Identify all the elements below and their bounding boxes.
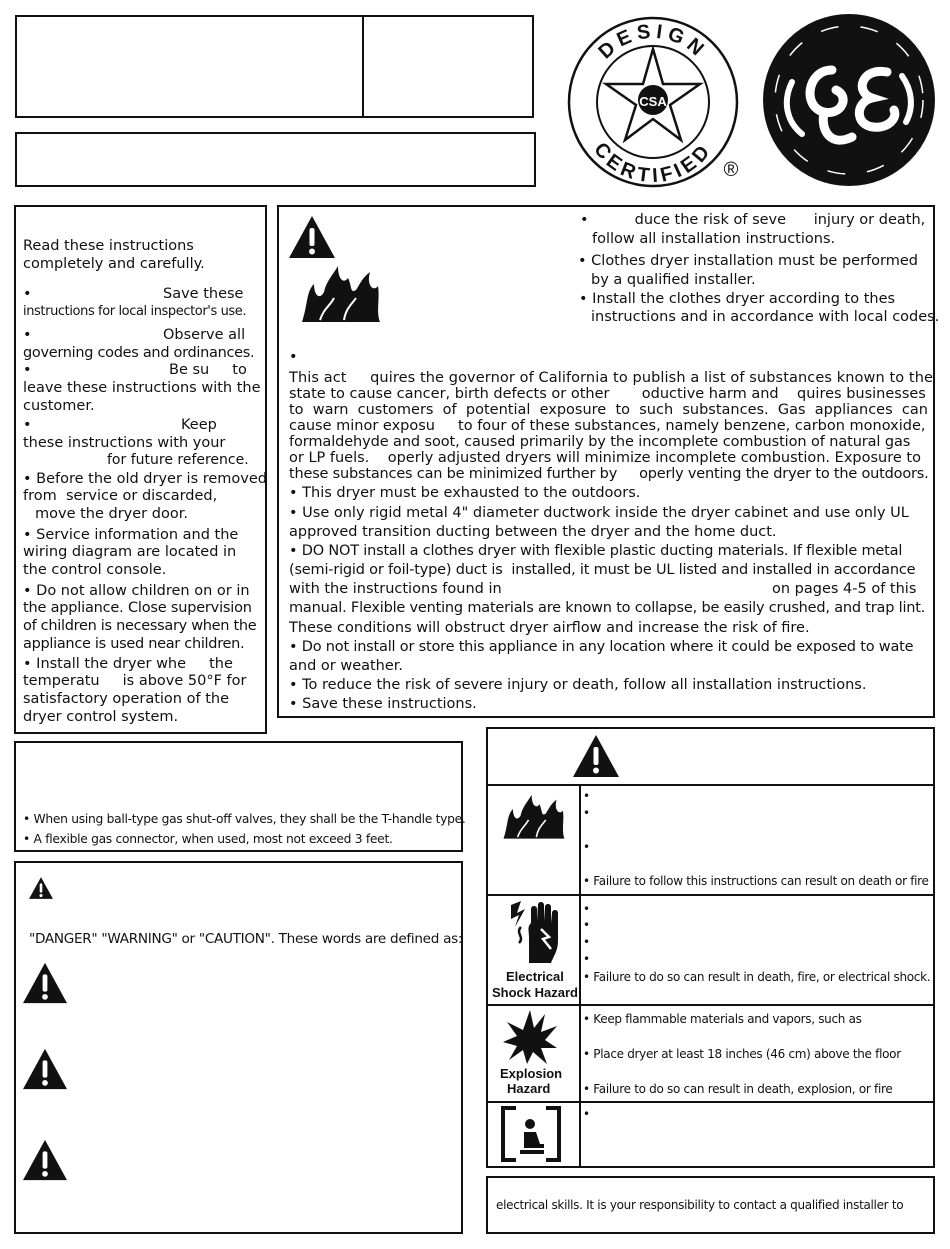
expl-line-1: • Keep flammable materials and vapors, such as xyxy=(583,1012,862,1026)
lifting-person-icon xyxy=(500,1104,562,1164)
elec-bullet-3: • xyxy=(583,935,591,949)
prop65-bullet: • xyxy=(289,349,298,365)
hazard-divider-1 xyxy=(488,784,933,786)
warn-line-5: (semi-rigid or foil-type) duct is installed, it must be UL listed and installed in accordance xyxy=(289,562,916,578)
item-4-bullet: • xyxy=(23,417,32,433)
item-3-bullet: • xyxy=(23,362,32,378)
danger-triangle-icon xyxy=(21,961,69,1005)
expl-line-3: • Failure to do so can result in death, explosion, or fire xyxy=(583,1082,893,1096)
warning-triangle-icon xyxy=(287,214,337,260)
hazard-divider-2 xyxy=(488,894,933,896)
explosion-icon xyxy=(501,1008,559,1066)
elec-failure-text: • Failure to do so can result in death, fire, or electrical shock. xyxy=(583,970,931,984)
fire-failure-text: • Failure to follow this instructions can result on death or fire xyxy=(583,874,929,888)
item-3-line-2: leave these instructions with the xyxy=(23,380,261,396)
hazard-header-triangle-icon xyxy=(571,733,621,779)
warn-line-2: • Use only rigid metal 4" diameter ductwork inside the dryer cabinet and use only UL xyxy=(289,505,909,521)
csa-center-text: CSA xyxy=(639,94,667,109)
explosion-label-2: Hazard xyxy=(507,1081,551,1096)
elec-bullet-1: • xyxy=(583,902,591,916)
item-3-text: Be su to xyxy=(169,362,247,378)
gas-line-1: • When using ball-type gas shut-off valves, they shall be the T-handle type. xyxy=(23,812,466,826)
warn-line-13: • Save these instructions. xyxy=(289,696,477,712)
item-5-line-3: move the dryer door. xyxy=(35,506,188,522)
csa-bottom-text: CERTIFIED xyxy=(589,138,717,188)
svg-text:CERTIFIED xyxy=(589,139,716,188)
warn-top-3-b: instructions and in accordance with local codes. xyxy=(591,309,940,325)
fire-icon xyxy=(502,791,566,841)
csa-top-text: DESIGN xyxy=(594,20,712,64)
item-4-line-3: for future reference. xyxy=(107,452,249,468)
hazard-col-divider xyxy=(579,784,581,1166)
prop65-line-6: or LP fuels. operly adjusted dryers will minimize incomplete combustion. Exposure to xyxy=(289,450,921,466)
elec-bullet-4: • xyxy=(583,952,591,966)
title-box xyxy=(15,15,364,118)
fire-bullet-2: • xyxy=(583,806,591,820)
item-1-bullet: • xyxy=(23,286,32,302)
read-instructions-box xyxy=(14,205,267,734)
warn-line-7: on pages 4-5 of this xyxy=(772,581,917,597)
registered-mark: ® xyxy=(723,159,739,181)
item-7-line-4: appliance is used near children. xyxy=(23,636,245,652)
item-8-line-2: temperatu is above 50°F for xyxy=(23,673,247,689)
fire-bullet-1: • xyxy=(583,789,591,803)
warn-line-10: • Do not install or store this appliance in any location where it could be exposed to wate xyxy=(289,639,914,655)
expl-line-2: • Place dryer at least 18 inches (46 cm) above the floor xyxy=(583,1047,901,1061)
read-instructions-list xyxy=(23,237,261,273)
gas-line-2: • A flexible gas connector, when used, most not exceed 3 feet. xyxy=(23,832,393,846)
item-2-bullet: • xyxy=(23,327,32,343)
fire-bullet-3: • xyxy=(583,840,591,854)
prop65-line-5: formaldehyde and soot, caused primarily by the incomplete combustion of natural gas xyxy=(289,434,911,450)
warn-line-11: and or weather. xyxy=(289,658,404,674)
warn-top-1-a: • duce the risk of seve injury or death, xyxy=(580,212,926,228)
item-2-line-2: governing codes and ordinances. xyxy=(23,345,255,361)
subtitle-box xyxy=(15,132,536,187)
warn-line-8: manual. Flexible venting materials are known to collapse, be easily crushed, and trap lint. xyxy=(289,600,926,616)
caution-triangle-icon xyxy=(21,1138,69,1182)
model-box xyxy=(362,15,534,118)
warning-triangle-icon-2 xyxy=(21,1047,69,1091)
item-5-line-1: • Before the old dryer is removed xyxy=(23,471,267,487)
item-8-line-3: satisfactory operation of the xyxy=(23,691,229,707)
prop65-line-4: cause minor exposu to four of these substances, namely benzene, carbon monoxide, xyxy=(289,418,926,434)
warn-line-4: • DO NOT install a clothes dryer with flexible plastic ducting materials. If flexible metal xyxy=(289,543,903,559)
item-1-line-2: instructions for local inspector's use. xyxy=(23,304,247,319)
prop65-line-7: these substances can be minimized further by operly venting the dryer to the outdoors. xyxy=(289,466,929,482)
warn-line-6: with the instructions found in xyxy=(289,581,502,597)
item-8-line-4: dryer control system. xyxy=(23,709,179,725)
item-6-line-1: • Service information and the xyxy=(23,527,239,543)
intro-line-2: completely and carefully. xyxy=(23,256,205,272)
item-4-line-2: these instructions with your xyxy=(23,435,226,451)
warn-top-2-a: • Clothes dryer installation must be performed xyxy=(578,253,918,269)
item-8-line-1: • Install the dryer whe the xyxy=(23,656,233,672)
item-6-line-2: wiring diagram are located in xyxy=(23,544,237,560)
csa-design-certified-logo xyxy=(563,16,745,190)
warn-top-3-a: • Install the clothes dryer according to thes xyxy=(579,291,896,307)
warn-top-1-b: follow all installation instructions. xyxy=(592,231,836,247)
item-4-text: Keep xyxy=(181,417,217,433)
prop65-line-3: to warn customers of potential exposure to such substances. Gas appliances can xyxy=(289,402,928,418)
electrical-label-2: Shock Hazard xyxy=(492,985,578,1000)
hazard-divider-4 xyxy=(488,1101,933,1103)
fire-hazard-icon xyxy=(300,262,382,324)
warn-line-9: These conditions will obstruct dryer airflow and increase the risk of fire. xyxy=(289,620,810,636)
explosion-label-1: Explosion xyxy=(500,1066,563,1081)
signal-words-line: "DANGER" "WARNING" or "CAUTION". These words are defined as: xyxy=(29,931,463,947)
warn-line-1: • This dryer must be exhausted to the outdoors. xyxy=(289,485,641,501)
item-5-line-2: from service or discarded, xyxy=(23,488,218,504)
intro-line-1: Read these instructions xyxy=(23,238,194,254)
prop65-line-1: This act quires the governor of California to publish a list of substances known to the xyxy=(289,370,934,386)
signal-words-box xyxy=(14,861,463,1234)
item-3-line-3: customer. xyxy=(23,398,95,414)
item-6-line-3: the control console. xyxy=(23,562,167,578)
ge-logo xyxy=(762,12,936,188)
item-2-text: Observe all xyxy=(163,327,246,343)
person-bullet: • xyxy=(583,1107,591,1121)
warn-line-3: approved transition ducting between the dryer and the home duct. xyxy=(289,524,777,540)
prop65-line-2: state to cause cancer, birth defects or other oductive harm and quires businesses xyxy=(289,386,926,402)
elec-bullet-2: • xyxy=(583,918,591,932)
electrical-shock-icon xyxy=(507,897,567,965)
warn-line-12: • To reduce the risk of severe injury or death, follow all installation instructions. xyxy=(289,677,867,693)
item-7-line-3: of children is necessary when the xyxy=(23,618,257,634)
safety-alert-icon xyxy=(28,876,54,900)
item-7-line-1: • Do not allow children on or in xyxy=(23,583,250,599)
item-7-line-2: the appliance. Close supervision xyxy=(23,600,252,616)
hazard-divider-3 xyxy=(488,1004,933,1006)
electrical-label-1: Electrical xyxy=(506,969,564,984)
warn-top-2-b: by a qualified installer. xyxy=(591,272,756,288)
bottom-note-line: electrical skills. It is your responsibility to contact a qualified installer to xyxy=(496,1198,904,1212)
item-1-text: Save these xyxy=(163,286,244,302)
svg-text:DESIGN xyxy=(594,20,711,63)
